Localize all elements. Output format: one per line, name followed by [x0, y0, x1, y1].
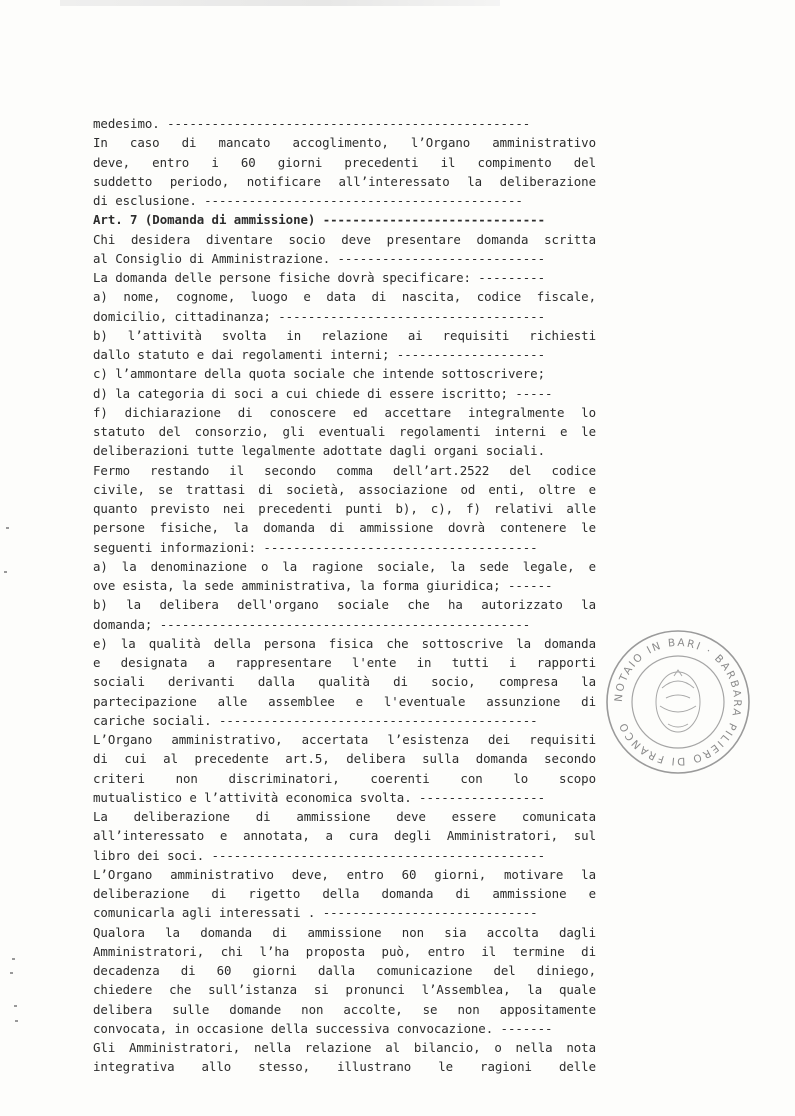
text-line: criteri non discriminatori, coerenti con lo scopo [93, 770, 596, 786]
text-line: L’Organo amministrativo, accertata l’esistenza dei requisiti [93, 732, 596, 747]
seal-emblem [656, 670, 700, 732]
text-line: e) la qualità della persona fisica che sottoscrive la domanda [93, 635, 596, 651]
text-line: domicilio, cittadinanza; ------------------------------------ [93, 308, 545, 324]
seal-text: NOTAIO IN BARI · BARBARA PILIERO DI FRANCO [612, 636, 744, 768]
text-line: delibera sulle domande non accolte, se non appositamente [93, 1001, 596, 1017]
text-line: Fermo restando il secondo comma dell’art.2522 del codice [93, 462, 596, 478]
text-line: e designata a rappresentare l'ente in tutti i rapporti [93, 655, 596, 670]
text-line: decadenza di 60 giorni dalla comunicazione del diniego, [93, 963, 596, 978]
text-line: di esclusione. ------------------------------------------- [93, 193, 523, 208]
text-line: Gli Amministratori, nella relazione al bilancio, o nella nota [93, 1040, 596, 1055]
text-line: In caso di mancato accoglimento, l’Organo amministrativo [93, 135, 596, 151]
text-line: L’Organo amministrativo deve, entro 60 giorni, motivare la [93, 866, 596, 882]
margin-mark [6, 527, 9, 529]
text-line: chiedere che sull’istanza si pronunci l’Assemblea, la quale [93, 982, 596, 998]
article-heading: Art. 7 (Domanda di ammissione) ------------------------------ [93, 212, 545, 228]
text-line: b) la delibera dell'organo sociale che ha autorizzato la [93, 597, 596, 613]
text-line: deliberazione di rigetto della domanda di ammissione e [93, 886, 596, 901]
margin-mark [14, 1005, 17, 1007]
margin-mark [10, 972, 13, 974]
text-line: sociali derivanti dalla qualità di socio, compresa la [93, 674, 596, 690]
text-line: Chi desidera diventare socio deve presentare domanda scritta [93, 231, 596, 247]
text-line: libro dei soci. --------------------------------------------- [93, 847, 545, 863]
scan-top-edge [60, 0, 500, 6]
text-line: mutualistico e l’attività economica svolta. ----------------- [93, 789, 545, 805]
text-line: deliberazioni tutte legalmente adottate dagli organi sociali. [93, 443, 545, 459]
document-body [93, 114, 596, 1077]
text-line: seguenti informazioni: ------------------------------------- [93, 539, 538, 555]
text-line: a) la denominazione o la ragione sociale, la sede legale, e [93, 558, 596, 574]
text-line: di cui al precedente art.5, delibera sulla domanda secondo [93, 751, 596, 767]
text-line: all’interessato e annotata, a cura degli Amministratori, sul [93, 828, 596, 844]
text-line: ove esista, la sede amministrativa, la forma giuridica; ------ [93, 578, 553, 593]
text-line: b) l’attività svolta in relazione ai requisiti richiesti [93, 327, 596, 343]
text-line: al Consiglio di Amministrazione. ---------------------------- [93, 250, 545, 266]
text-line: persone fisiche, la domanda di ammissione dovrà contenere le [93, 520, 596, 536]
text-line: Amministratori, chi l’ha proposta può, entro il termine di [93, 943, 596, 959]
text-line: convocata, in occasione della successiva convocazione. ------- [93, 1020, 553, 1036]
text-line: quanto previsto nei precedenti punti b), c), f) relativi alle [93, 501, 596, 516]
margin-mark [4, 571, 7, 573]
text-line: c) l’ammontare della quota sociale che intende sottoscrivere; [93, 366, 545, 382]
text-line: integrativa allo stesso, illustrano le ragioni delle [93, 1059, 596, 1075]
text-line: d) la categoria di soci a cui chiede di essere iscritto; ----- [93, 385, 553, 401]
notary-seal [604, 628, 752, 776]
text-line: dallo statuto e dai regolamenti interni; -------------------- [93, 347, 545, 362]
text-line: La domanda delle persone fisiche dovrà specificare: --------- [93, 270, 545, 285]
text-line: Qualora la domanda di ammissione non sia accolta dagli [93, 924, 596, 940]
text-line: deve, entro i 60 giorni precedenti il compimento del [93, 154, 596, 170]
text-line: La deliberazione di ammissione deve essere comunicata [93, 809, 596, 824]
margin-mark [12, 958, 15, 960]
text-line: civile, se trattasi di società, associazione od enti, oltre e [93, 481, 596, 497]
text-line: medesimo. ------------------------------------------------- [93, 116, 531, 131]
text-line: partecipazione alle assemblee e l'eventuale assunzione di [93, 693, 596, 709]
text-line: statuto del consorzio, gli eventuali regolamenti interni e le [93, 424, 596, 439]
text-line: cariche sociali. ------------------------------------------- [93, 712, 538, 728]
margin-mark [15, 1020, 18, 1022]
text-line: f) dichiarazione di conoscere ed accettare integralmente lo [93, 404, 596, 420]
text-line: a) nome, cognome, luogo e data di nascita, codice fiscale, [93, 289, 596, 305]
text-line: domanda; -------------------------------------------------- [93, 616, 531, 632]
text-line: suddetto periodo, notificare all’interessato la deliberazione [93, 173, 596, 189]
text-line: comunicarla agli interessati . ----------------------------- [93, 905, 538, 921]
